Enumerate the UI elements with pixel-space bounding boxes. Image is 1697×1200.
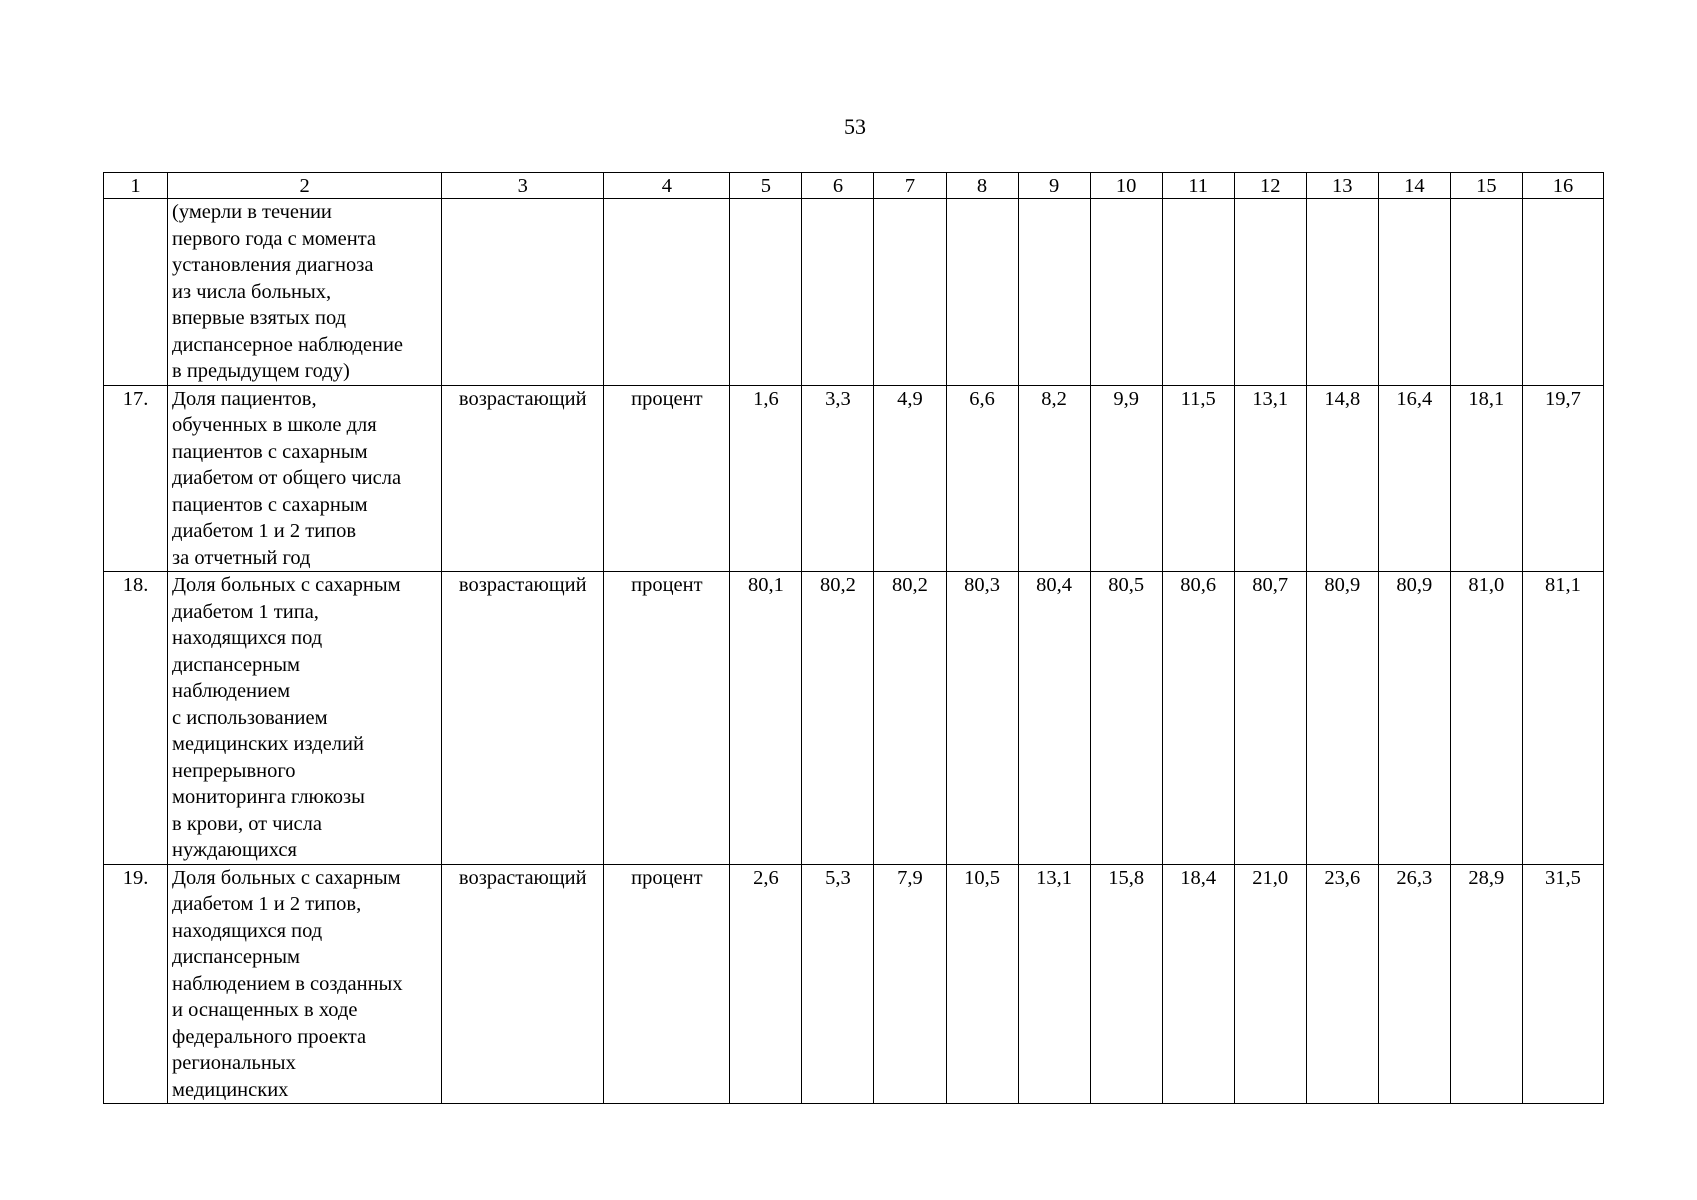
header-cell: 10 (1090, 173, 1162, 199)
value-cell (1522, 199, 1603, 386)
value-cell: 11,5 (1162, 385, 1234, 572)
value-cell: 13,1 (1234, 385, 1306, 572)
description-line: нуждающихся (172, 839, 297, 861)
indicator-description (168, 864, 442, 1104)
description-line: диабетом 1 и 2 типов (172, 520, 357, 542)
indicators-table (103, 172, 1604, 1104)
header-cell: 13 (1306, 173, 1378, 199)
value-cell (874, 199, 946, 386)
description-line: Доля больных с сахарным (172, 574, 401, 596)
value-cell (1090, 199, 1162, 386)
description-line: обученных в школе для (172, 414, 377, 436)
header-cell: 8 (946, 173, 1018, 199)
description-line: пациентов с сахарным (172, 440, 368, 463)
value-cell: 14,8 (1306, 385, 1378, 572)
value-cell: 8,2 (1018, 385, 1090, 572)
value-cell (946, 199, 1018, 386)
description-line: непрерывного (172, 759, 296, 782)
description-line: диабетом 1 типа, (172, 600, 319, 623)
header-cell: 12 (1234, 173, 1306, 199)
value-cell (1018, 199, 1090, 386)
row-number: 19. (104, 864, 168, 1104)
value-cell: 18,4 (1162, 864, 1234, 1104)
description-line: Доля больных с сахарным (172, 866, 401, 889)
value-cell: 15,8 (1090, 864, 1162, 1104)
indicator-description (168, 199, 442, 386)
header-row (104, 173, 1604, 199)
value-cell: 80,7 (1234, 572, 1306, 865)
table-row (104, 572, 1604, 865)
value-cell: 80,1 (730, 572, 802, 865)
description-line: в предыдущем году) (172, 360, 350, 382)
value-cell: 9,9 (1090, 385, 1162, 572)
unit-of-measure: процент (604, 572, 730, 865)
description-line: мониторинга глюкозы (172, 786, 365, 808)
header-cell: 3 (442, 173, 604, 199)
description-line: находящихся под (172, 627, 323, 649)
header-cell: 2 (168, 173, 442, 199)
value-cell: 31,5 (1522, 864, 1603, 1104)
value-cell (1378, 199, 1450, 386)
description-line: за отчетный год (172, 546, 311, 569)
row-number (104, 199, 168, 386)
indicator-type: возрастающий (442, 572, 604, 865)
header-cell: 15 (1450, 173, 1522, 199)
value-cell (730, 199, 802, 386)
value-cell: 6,6 (946, 385, 1018, 572)
value-cell: 80,9 (1378, 572, 1450, 865)
value-cell: 1,6 (730, 385, 802, 572)
value-cell: 18,1 (1450, 385, 1522, 572)
header-cell: 16 (1522, 173, 1603, 199)
header-cell: 6 (802, 173, 874, 199)
indicator-type (442, 199, 604, 386)
description-line: из числа больных, (172, 280, 332, 303)
description-line: диспансерным (172, 653, 300, 676)
header-cell: 9 (1018, 173, 1090, 199)
value-cell (1162, 199, 1234, 386)
column-numbers-header (104, 173, 1604, 199)
row-number: 18. (104, 572, 168, 865)
indicator-description (168, 572, 442, 865)
indicator-type: возрастающий (442, 864, 604, 1104)
indicator-description (168, 385, 442, 572)
table-row (104, 385, 1604, 572)
description-line: медицинских (172, 1078, 289, 1101)
value-cell (802, 199, 874, 386)
value-cell: 28,9 (1450, 864, 1522, 1104)
unit-of-measure: процент (604, 864, 730, 1104)
value-cell: 26,3 (1378, 864, 1450, 1104)
value-cell: 16,4 (1378, 385, 1450, 572)
value-cell (1306, 199, 1378, 386)
header-cell: 1 (104, 173, 168, 199)
value-cell: 80,3 (946, 572, 1018, 865)
description-line: установления диагноза (172, 254, 374, 276)
header-cell: 4 (604, 173, 730, 199)
value-cell: 81,1 (1522, 572, 1603, 865)
description-line: находящихся под (172, 919, 323, 942)
value-cell: 13,1 (1018, 864, 1090, 1104)
value-cell: 10,5 (946, 864, 1018, 1104)
description-line: медицинских изделий (172, 733, 364, 755)
description-line: первого года с момента (172, 227, 377, 250)
description-line: впервые взятых под (172, 307, 347, 329)
description-line: пациентов с сахарным (172, 493, 368, 516)
value-cell: 80,5 (1090, 572, 1162, 865)
header-cell: 11 (1162, 173, 1234, 199)
value-cell: 80,6 (1162, 572, 1234, 865)
value-cell (1450, 199, 1522, 386)
value-cell: 4,9 (874, 385, 946, 572)
description-line: диабетом 1 и 2 типов, (172, 893, 362, 915)
description-line: наблюдением в созданных (172, 972, 403, 995)
table-body (104, 199, 1604, 1104)
description-line: федерального проекта (172, 1025, 367, 1048)
table-row (104, 864, 1604, 1104)
description-line: (умерли в течении (172, 201, 332, 223)
description-line: диспансерным (172, 946, 300, 968)
value-cell: 19,7 (1522, 385, 1603, 572)
value-cell: 3,3 (802, 385, 874, 572)
header-cell: 5 (730, 173, 802, 199)
indicator-type: возрастающий (442, 385, 604, 572)
row-number: 17. (104, 385, 168, 572)
value-cell: 80,4 (1018, 572, 1090, 865)
value-cell: 21,0 (1234, 864, 1306, 1104)
unit-of-measure (604, 199, 730, 386)
table-row (104, 199, 1604, 386)
value-cell: 23,6 (1306, 864, 1378, 1104)
value-cell: 2,6 (730, 864, 802, 1104)
description-line: региональных (172, 1052, 296, 1074)
value-cell: 80,2 (874, 572, 946, 865)
description-line: с использованием (172, 706, 328, 729)
header-cell: 14 (1378, 173, 1450, 199)
header-cell: 7 (874, 173, 946, 199)
value-cell: 81,0 (1450, 572, 1522, 865)
unit-of-measure: процент (604, 385, 730, 572)
description-line: Доля пациентов, (172, 387, 317, 410)
description-line: и оснащенных в ходе (172, 999, 358, 1021)
value-cell: 5,3 (802, 864, 874, 1104)
value-cell: 80,2 (802, 572, 874, 865)
value-cell: 7,9 (874, 864, 946, 1104)
value-cell (1234, 199, 1306, 386)
value-cell: 80,9 (1306, 572, 1378, 865)
description-line: диспансерное наблюдение (172, 333, 404, 356)
description-line: диабетом от общего числа (172, 467, 402, 489)
description-line: в крови, от числа (172, 812, 322, 835)
page-number: 53 (844, 114, 866, 139)
description-line: наблюдением (172, 680, 291, 702)
